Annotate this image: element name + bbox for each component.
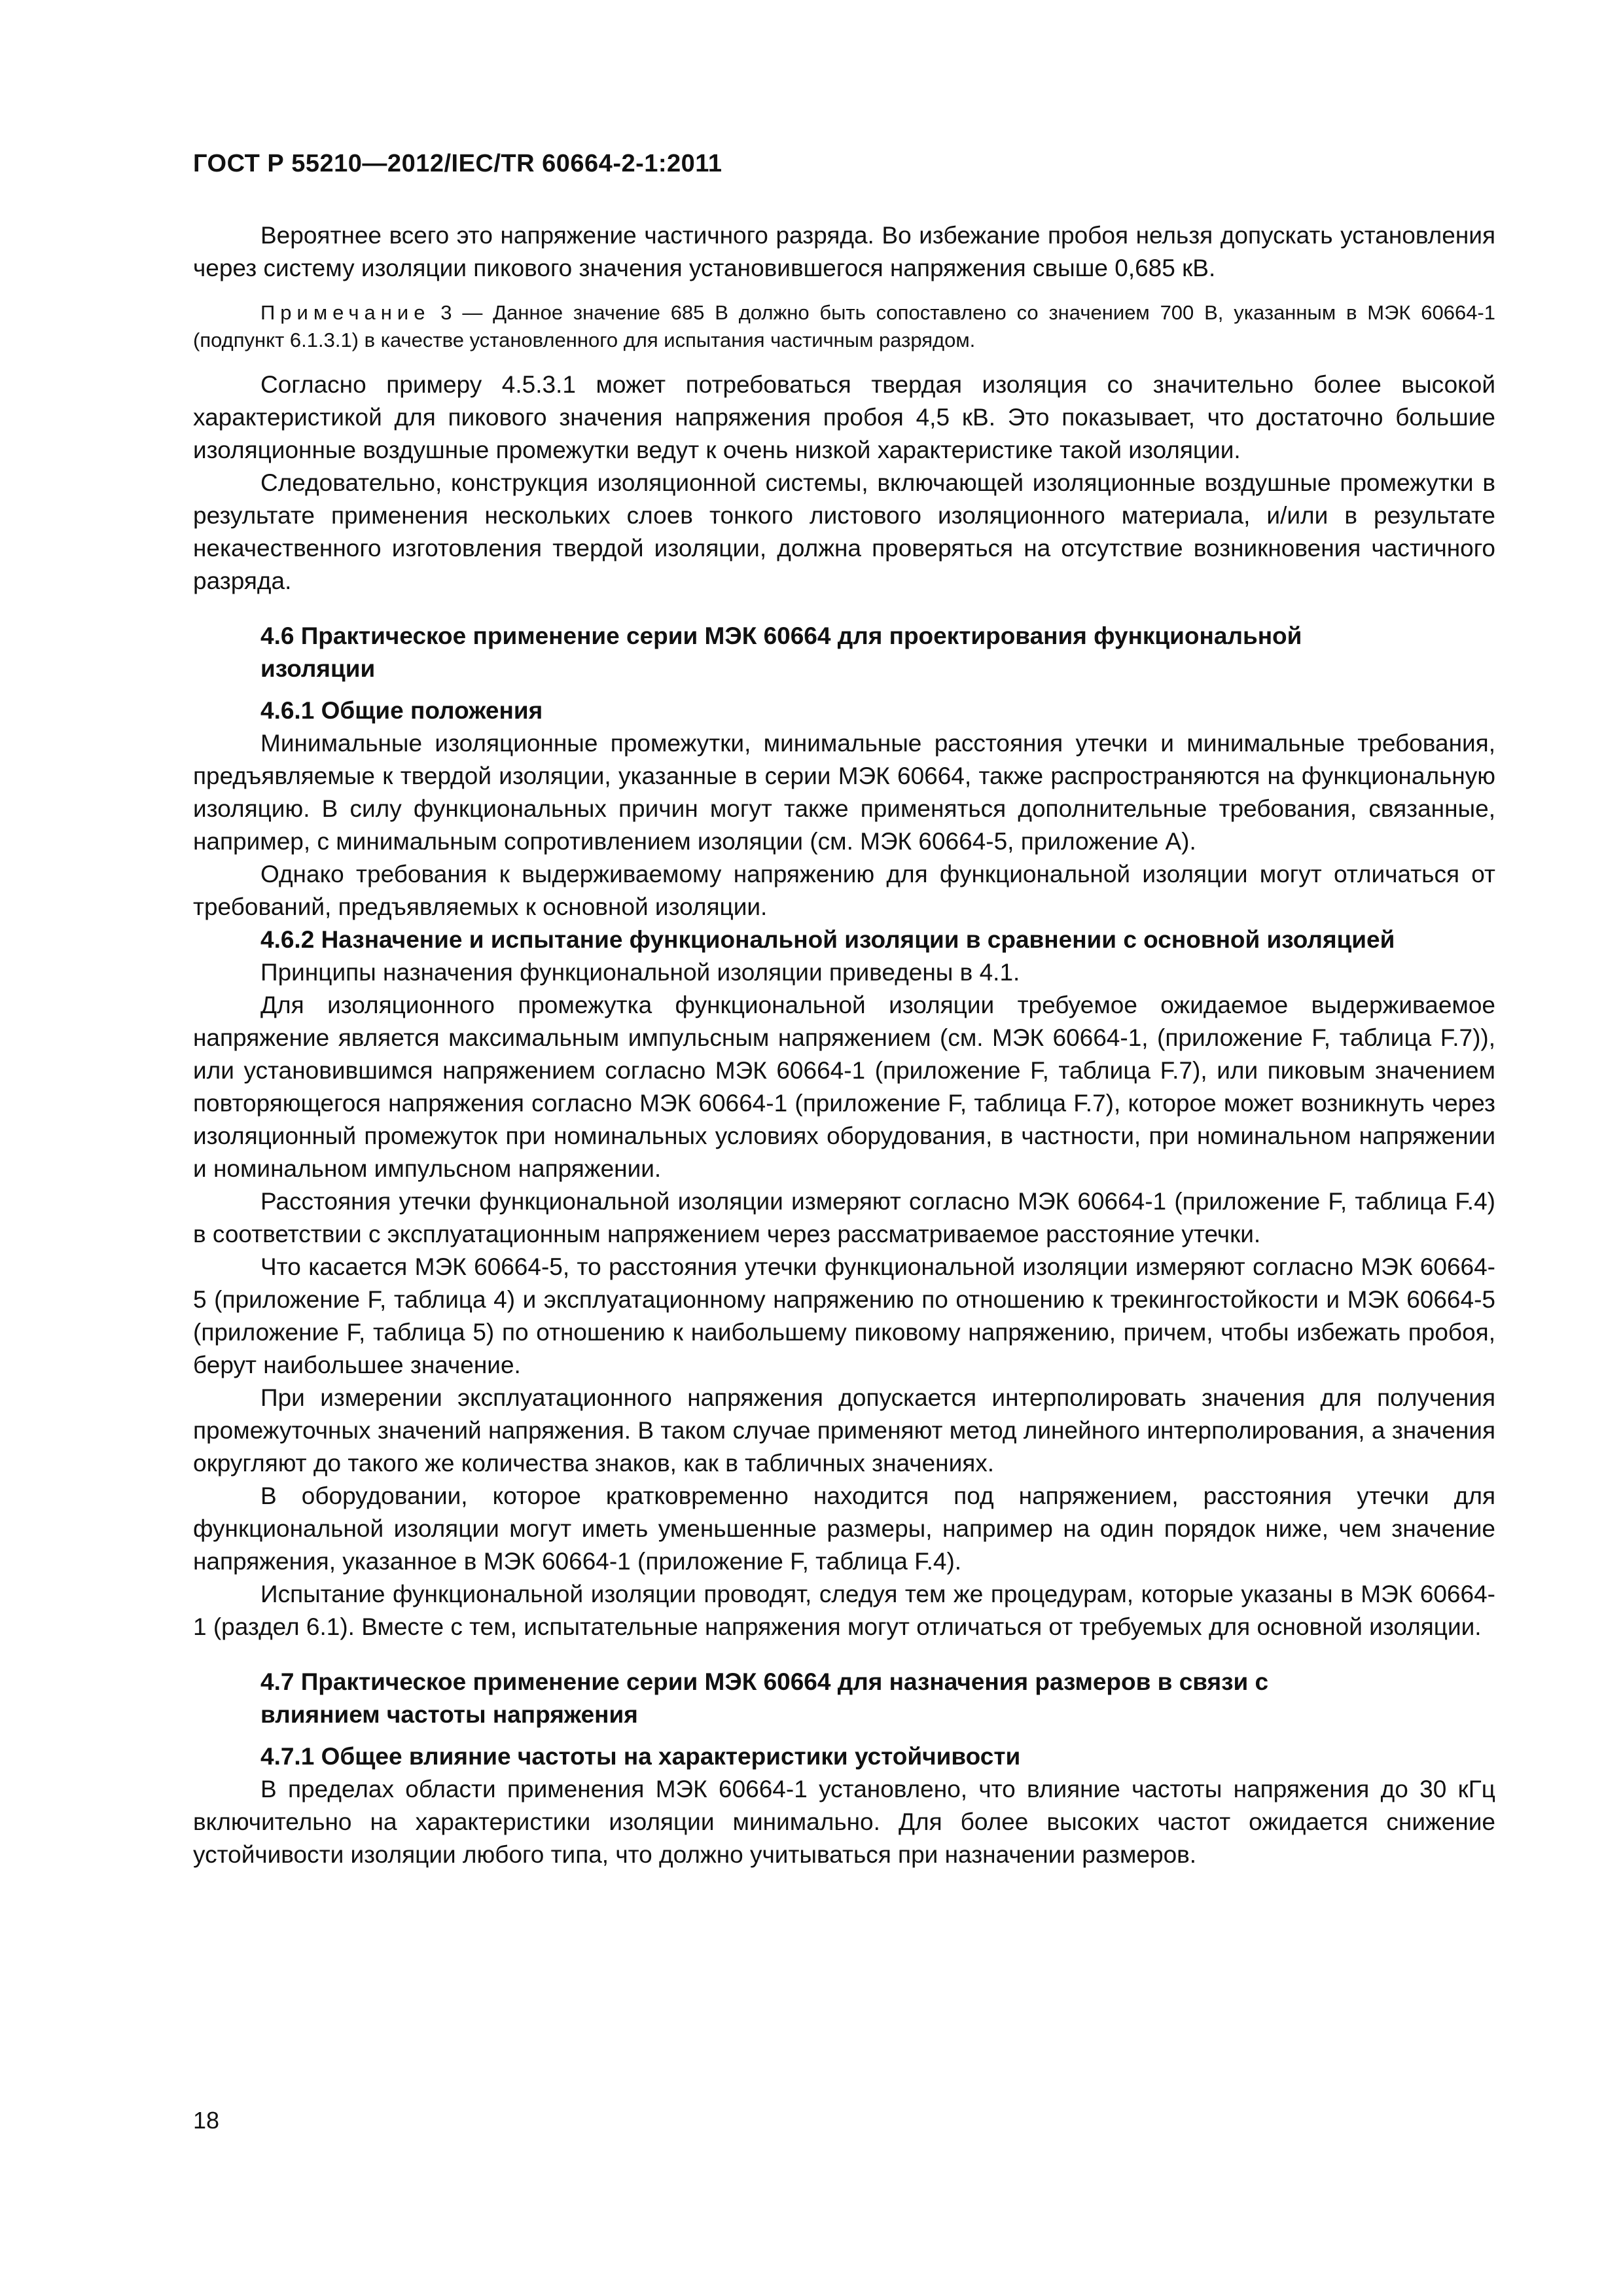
paragraph: Расстояния утечки функциональной изоляции измеряют согласно МЭК 60664-1 (приложение F, таблица F.4) в соответствии с эксплуатационным напряжением через рассматриваемое расстояние утечки.	[193, 1188, 1495, 1247]
subsection-heading-4-7-1: 4.7.1 Общее влияние частоты на характеристики устойчивости	[260, 1743, 1021, 1770]
subsection-heading-4-6-1: 4.6.1 Общие положения	[260, 697, 543, 724]
subsection-heading-4-6-2: 4.6.2 Назначение и испытание функциональной изоляции в сравнении с основной изоляцией	[260, 926, 1395, 953]
paragraph: Принципы назначения функциональной изоляции приведены в 4.1.	[260, 959, 1020, 986]
section-heading-4-6: 4.6 Практическое применение серии МЭК 60664 для проектирования функциональной изоляции	[260, 622, 1302, 682]
document-body	[193, 219, 1495, 1871]
note-text: 3 — Данное значение 685 В должно быть сопоставлено со значением 700 В, указанным в МЭК 60664-1 (подпункт 6.1.3.1) в качестве установленного для испытания частичным разрядом.	[193, 301, 1495, 351]
paragraph: Для изоляционного промежутка функциональной изоляции требуемое ожидаемое выдерживаемое напряжение является максимальным импульсным напряжением (см. МЭК 60664-1, (приложение F, таблица F.7)), или установившимся напряжением согласно МЭК 60664-1 (приложение F, таблица F.7), или пиковым значением повторяющегося напряжения согласно МЭК 60664-1 (приложение F, таблица F.7), которое может возникнуть через изоляционный промежуток при номинальных условиях оборудования, в частности, при номинальном напряжении и номинальном импульсном напряжении.	[193, 992, 1495, 1182]
paragraph: Испытание функциональной изоляции проводят, следуя тем же процедурам, которые указаны в МЭК 60664-1 (раздел 6.1). Вместе с тем, испытательные напряжения могут отличаться от требуемых для основной изоляции.	[193, 1581, 1495, 1640]
note-label: Примечание	[260, 301, 431, 324]
paragraph: В пределах области применения МЭК 60664-1 установлено, что влияние частоты напряжения до 30 кГц включительно на характеристики изоляции минимально. Для более высоких частот ожидается снижение устойчивости изоляции любого типа, что должно учитываться при назначении размеров.	[193, 1776, 1495, 1868]
note	[193, 299, 1495, 354]
paragraph: При измерении эксплуатационного напряжения допускается интерполировать значения для получения промежуточных значений напряжения. В таком случае применяют метод линейного интерполирования, а значения округляют до такого же количества знаков, как в табличных значениях.	[193, 1384, 1495, 1477]
paragraph: Что касается МЭК 60664-5, то расстояния утечки функциональной изоляции измеряют согласно МЭК 60664-5 (приложение F, таблица 4) и эксплуатационному напряжению по отношению к трекингостойкости и МЭК 60664-5 (приложение F, таблица 5) по отношению к наибольшему пиковому напряжению, причем, чтобы избежать пробоя, берут наибольшее значение.	[193, 1253, 1495, 1378]
page-number: 18	[193, 2107, 220, 2134]
paragraph: В оборудовании, которое кратковременно находится под напряжением, расстояния утечки для функциональной изоляции могут иметь уменьшенные размеры, например на один порядок ниже, чем значение напряжения, указанное в МЭК 60664-1 (приложение F, таблица F.4).	[193, 1482, 1495, 1575]
paragraph: Однако требования к выдерживаемому напряжению для функциональной изоляции могут отличаться от требований, предъявляемых к основной изоляции.	[193, 861, 1495, 920]
section-heading-4-7: 4.7 Практическое применение серии МЭК 60664 для назначения размеров в связи с влиянием частоты напряжения	[260, 1668, 1269, 1728]
paragraph: Вероятнее всего это напряжение частичного разряда. Во избежание пробоя нельзя допускать установления через систему изоляции пикового значения установившегося напряжения свыше 0,685 кВ.	[193, 222, 1495, 281]
paragraph: Следовательно, конструкция изоляционной системы, включающей изоляционные воздушные промежутки в результате применения нескольких слоев тонкого листового изоляционного материала, и/или в результате некачественного изготовления твердой изоляции, должна проверяться на отсутствие возникновения частичного разряда.	[193, 469, 1495, 594]
document-header: ГОСТ Р 55210—2012/IEC/TR 60664-2-1:2011	[193, 150, 722, 177]
paragraph: Согласно примеру 4.5.3.1 может потребоваться твердая изоляция со значительно более высокой характеристикой для пикового значения напряжения пробоя 4,5 кВ. Это показывает, что достаточно большие изоляционные воздушные промежутки ведут к очень низкой характеристике такой изоляции.	[193, 371, 1495, 463]
paragraph: Минимальные изоляционные промежутки, минимальные расстояния утечки и минимальные требования, предъявляемые к твердой изоляции, указанные в серии МЭК 60664, также распространяются на функциональную изоляцию. В силу функциональных причин могут также применяться дополнительные требования, связанные, например, с минимальным сопротивлением изоляции (см. МЭК 60664-5, приложение А).	[193, 730, 1495, 855]
